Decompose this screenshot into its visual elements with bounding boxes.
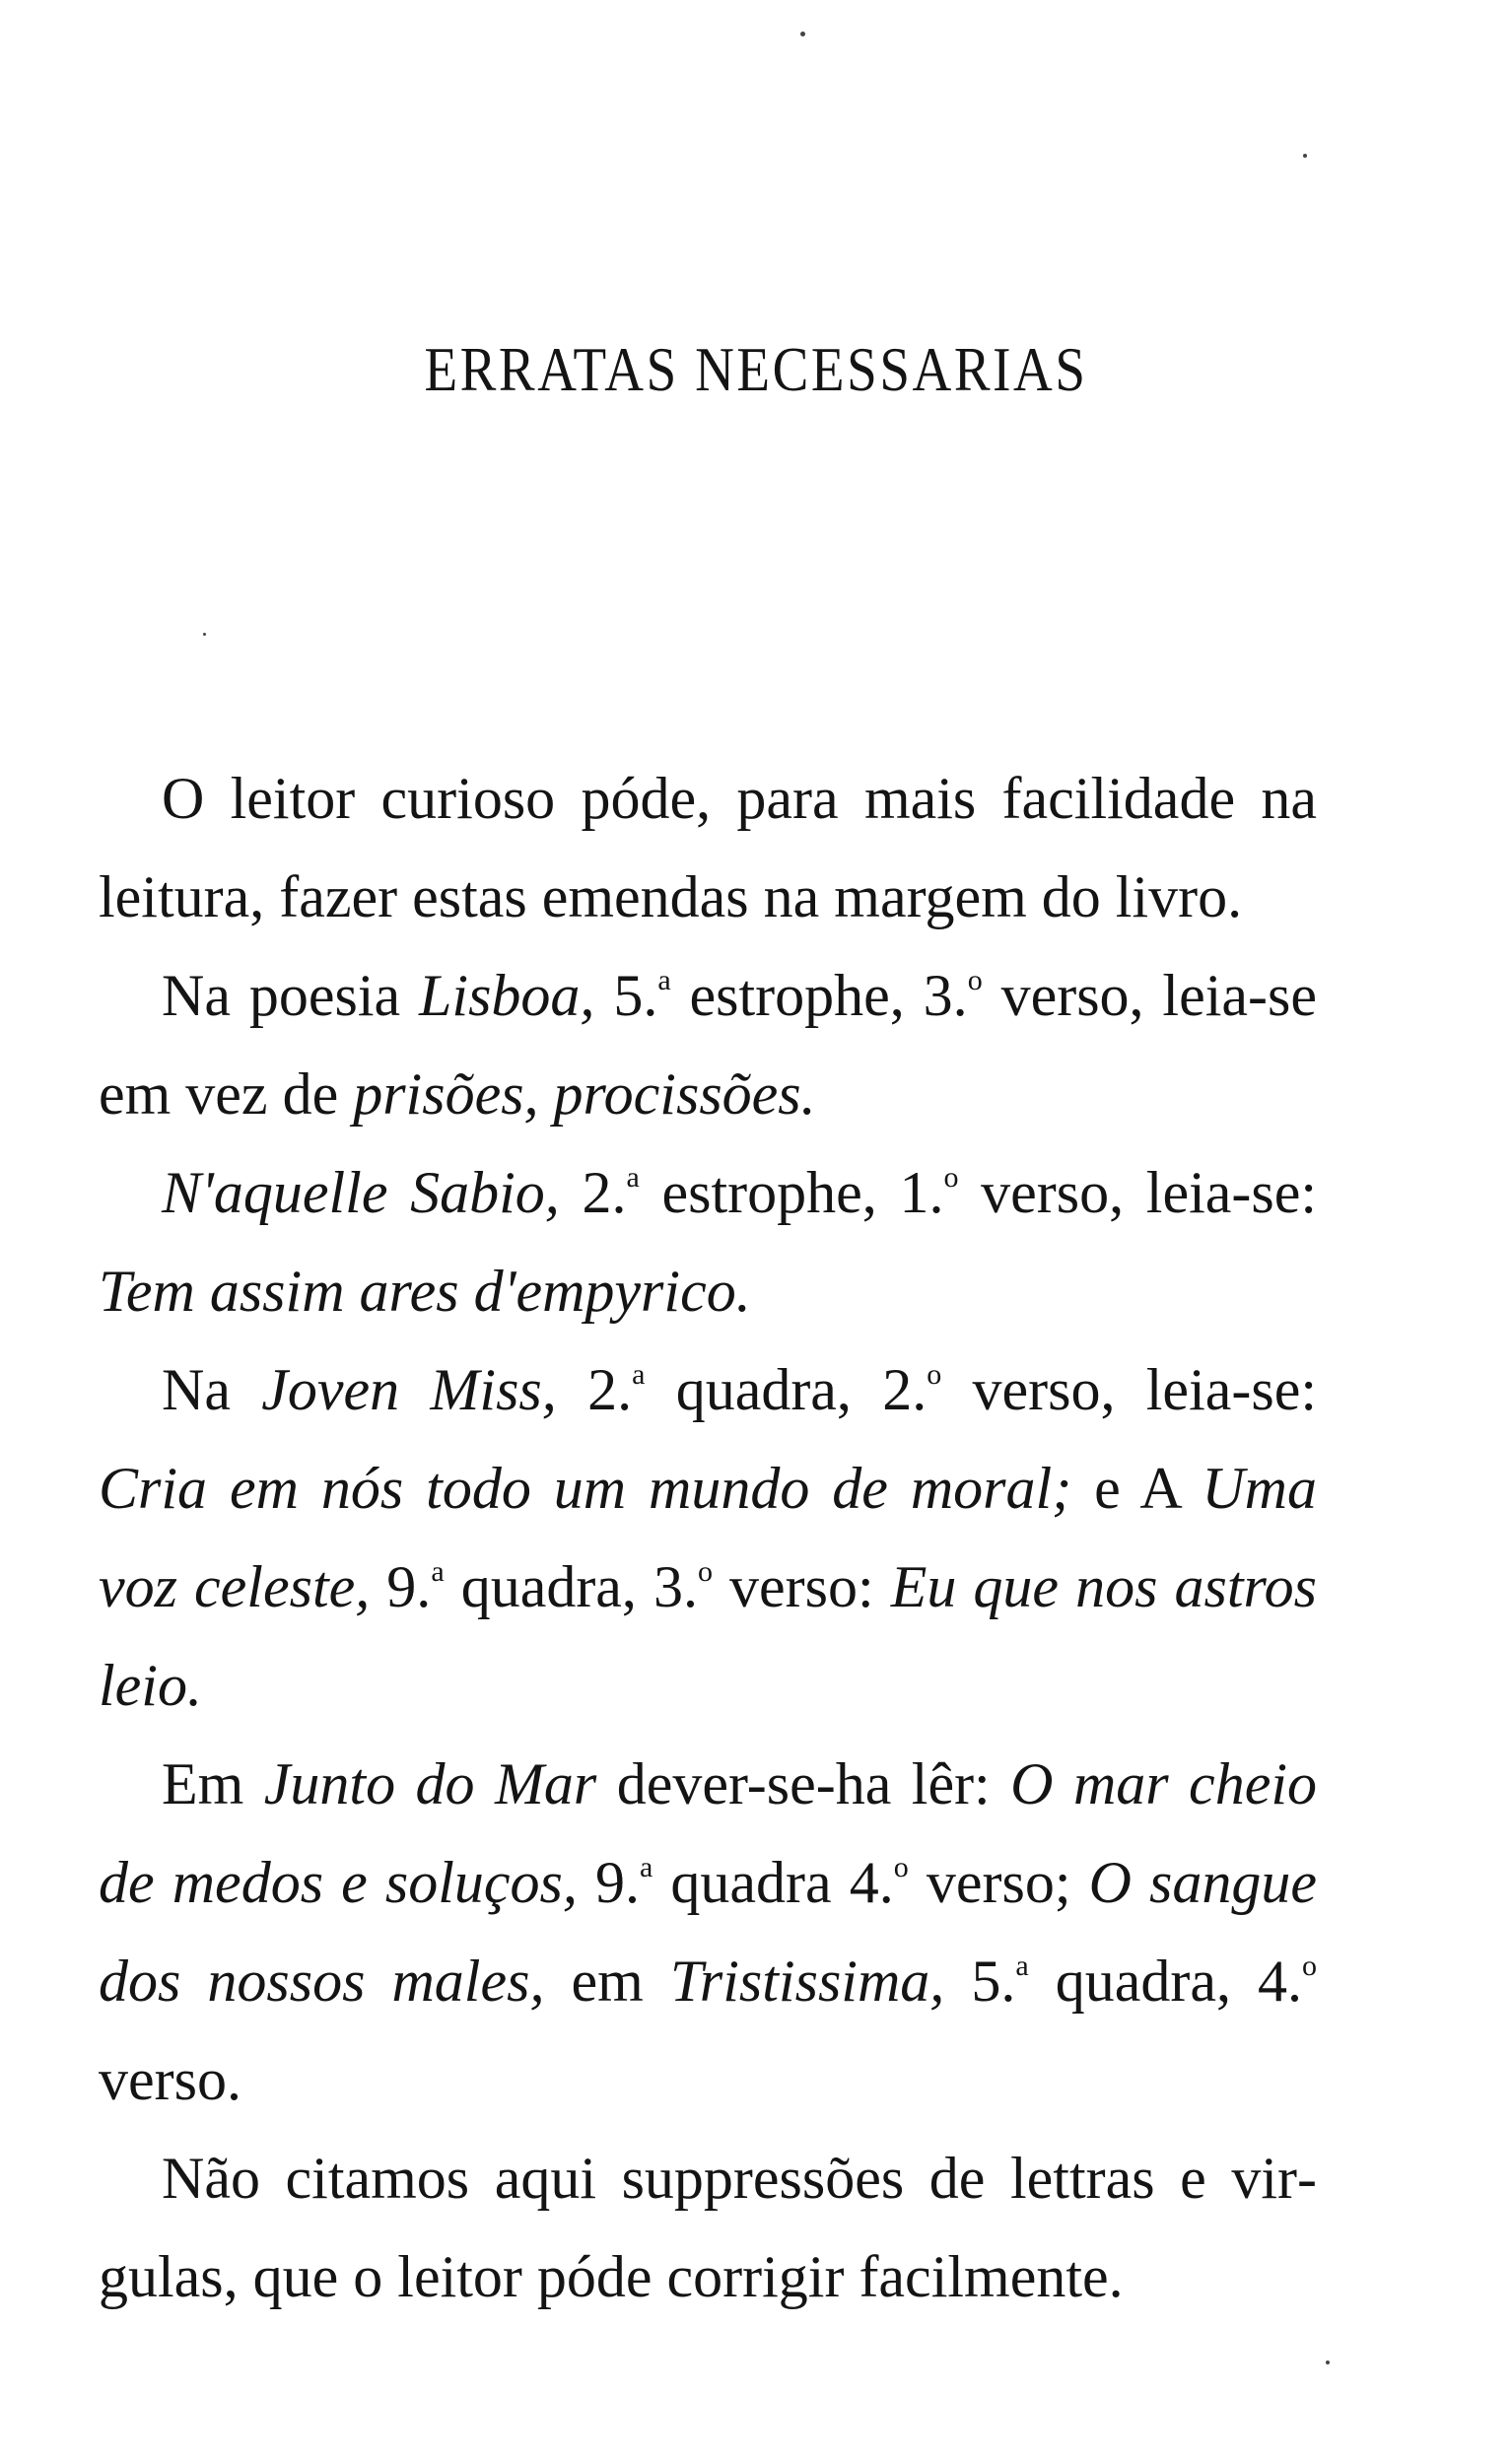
page-title: ERRATAS NECESSARIAS	[424, 334, 1088, 404]
text-run: em	[544, 1949, 670, 2014]
scan-speck	[1326, 2360, 1330, 2364]
text-run: verso, leia-se:	[941, 1357, 1317, 1422]
ordinal-indicator: o	[967, 964, 983, 996]
text-run: estrophe, 1.	[639, 1160, 944, 1225]
text-run: 5.	[594, 963, 658, 1028]
scan-speck	[800, 32, 805, 36]
italic-citation: N'aquelle Sabio,	[162, 1160, 560, 1225]
text-run: dever-se-ha lêr:	[596, 1751, 1011, 1816]
italic-citation: Tristissima,	[669, 1949, 945, 2014]
scan-speck	[1303, 154, 1307, 158]
ordinal-indicator: o	[697, 1555, 713, 1588]
text-run: 9.	[370, 1554, 432, 1619]
errata-paragraph-joven-miss	[99, 1340, 1317, 1735]
text-run: Na	[162, 1357, 262, 1422]
italic-citation: Junto do Mar	[263, 1751, 597, 1816]
text-run: quadra, 2.	[645, 1357, 928, 1422]
errata-paragraph-intro	[99, 749, 1317, 946]
ordinal-indicator: o	[927, 1358, 942, 1391]
text-run: quadra, 4.	[1028, 1949, 1302, 2014]
text-run: O leitor curioso póde, para mais facilidade na leitura, fazer estas emendas na margem do livro.	[99, 766, 1317, 929]
text-run: quadra 4.	[653, 1850, 894, 1915]
text-run: verso, leia-se em vez de	[99, 963, 1317, 1127]
text-run: e A	[1071, 1456, 1203, 1521]
text-run: verso, leia-se:	[958, 1160, 1318, 1225]
ordinal-indicator: o	[893, 1851, 909, 1883]
italic-citation: O sangue dos nossos males,	[99, 1850, 1318, 2014]
italic-citation: Cria em nós todo um mundo de moral;	[99, 1456, 1072, 1521]
text-run: verso:	[712, 1554, 891, 1619]
text-run: estrophe, 3.	[670, 963, 968, 1028]
ordinal-indicator: a	[431, 1555, 445, 1588]
ordinal-indicator: a	[626, 1161, 640, 1194]
text-run: Em	[162, 1751, 264, 1816]
ordinal-indicator: o	[1302, 1950, 1317, 1982]
scan-speck	[203, 633, 206, 636]
errata-paragraph-suppressoes	[99, 2129, 1317, 2326]
italic-citation: Lisboa,	[419, 963, 595, 1028]
errata-body	[99, 749, 1317, 2326]
text-run: verso.	[99, 2047, 241, 2112]
text-run: verso;	[908, 1850, 1089, 1915]
text-run: quadra, 3.	[444, 1554, 698, 1619]
italic-citation: O mar cheio de medos e soluços,	[99, 1751, 1317, 1915]
text-run: Na poesia	[162, 963, 420, 1028]
ordinal-indicator: a	[1015, 1950, 1029, 1982]
italic-citation: prisões, procissões.	[353, 1061, 816, 1127]
errata-paragraph-junto-do-mar	[99, 1735, 1317, 2129]
italic-citation: Eu que nos astros leio.	[99, 1554, 1317, 1718]
ordinal-indicator: a	[657, 964, 671, 996]
text-run: 2.	[556, 1357, 633, 1422]
errata-paragraph-sabio	[99, 1143, 1317, 1340]
errata-paragraph-lisboa	[99, 946, 1317, 1143]
italic-citation: Tem assim ares d'empyrico.	[99, 1259, 751, 1324]
ordinal-indicator: a	[632, 1358, 646, 1391]
text-run: 9.	[577, 1850, 640, 1915]
ordinal-indicator: a	[639, 1851, 653, 1883]
italic-citation: Joven Miss,	[261, 1357, 557, 1422]
text-run: Não citamos aqui suppressões de lettras e virgulas, que o leitor póde corrigir facilmente.	[99, 2146, 1317, 2309]
text-run: 2.	[559, 1160, 627, 1225]
ordinal-indicator: o	[943, 1161, 959, 1194]
text-run: 5.	[944, 1949, 1016, 2014]
italic-citation: Uma voz celeste,	[99, 1456, 1318, 1619]
